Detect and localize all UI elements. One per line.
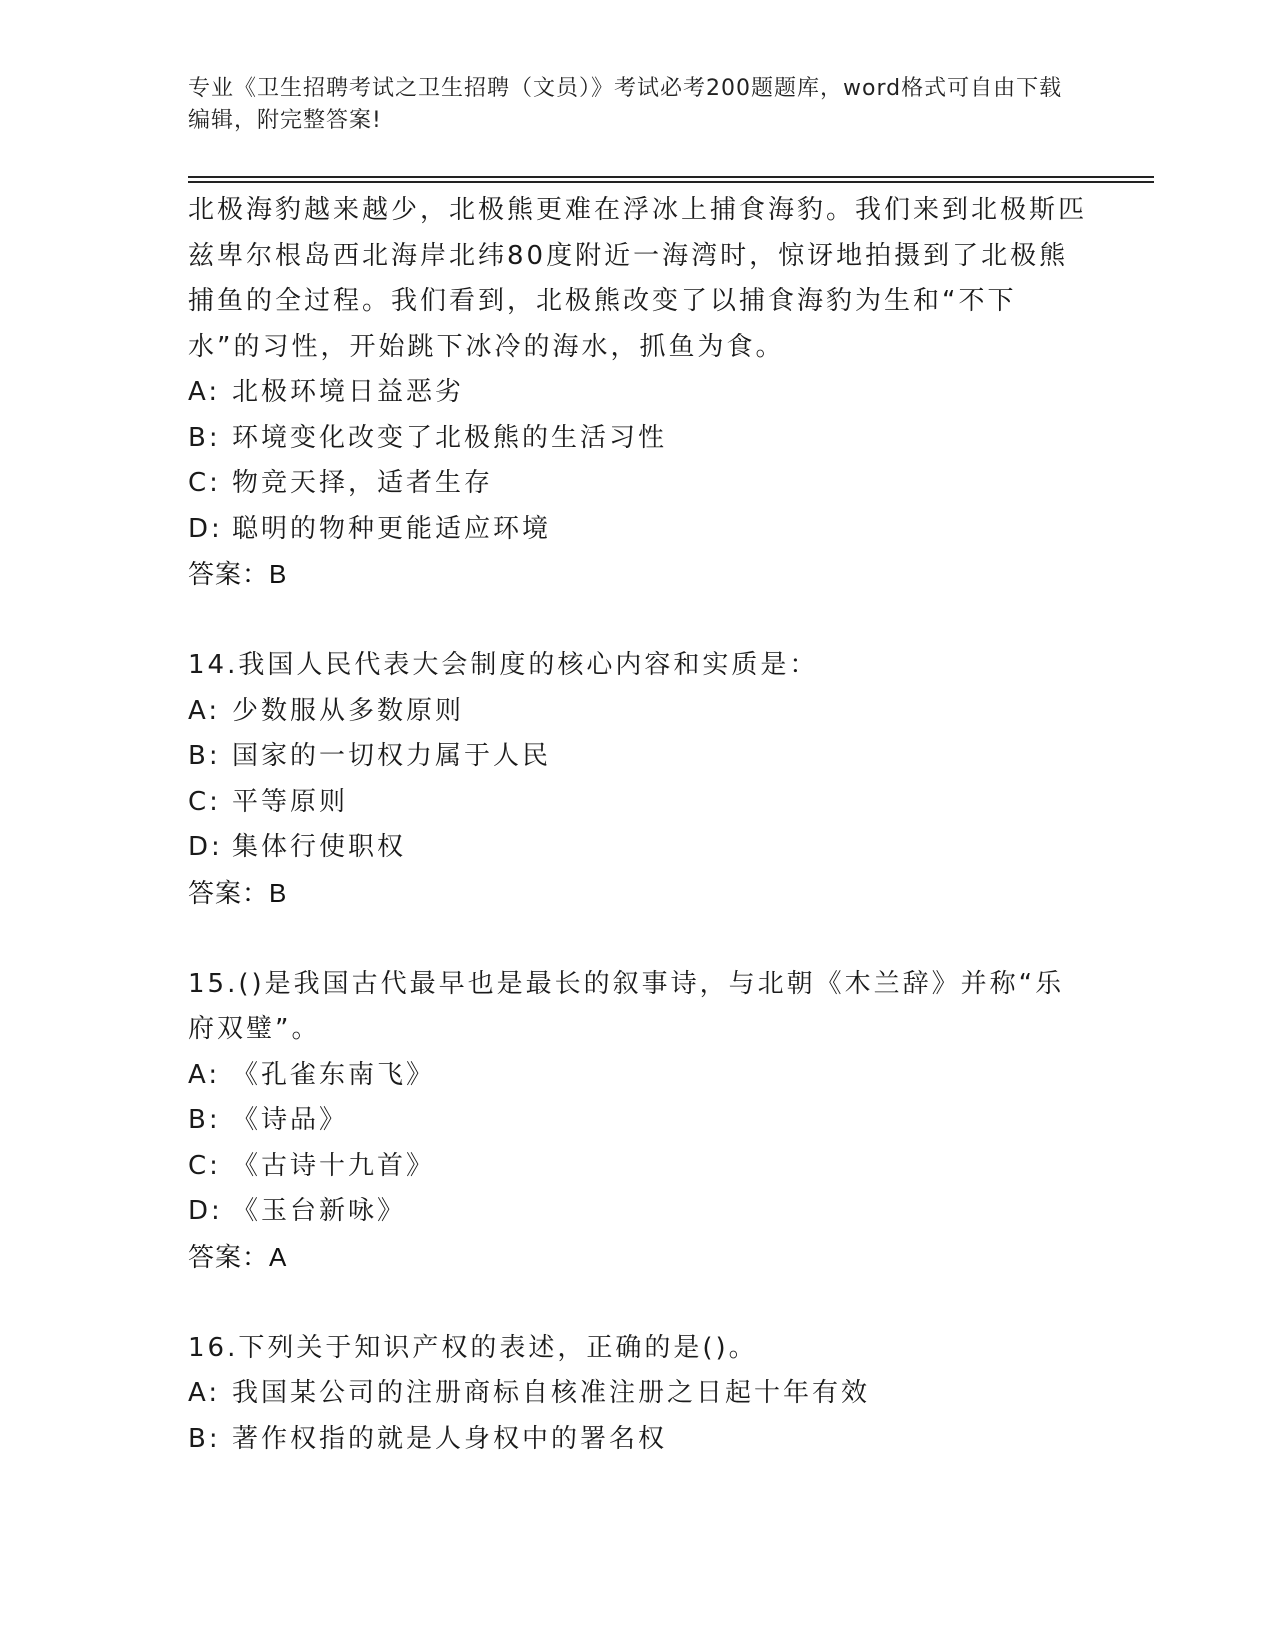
option-c	[188, 1144, 1088, 1190]
option-key: B:	[188, 741, 221, 771]
option-key: A:	[188, 1059, 221, 1090]
question-15	[188, 962, 1088, 1281]
question-stem: 14.我国人民代表大会制度的核心内容和实质是：	[188, 650, 819, 680]
question-13	[188, 188, 1088, 598]
question-14	[188, 643, 1088, 916]
question-stem: 北极海豹越来越少，北极熊更难在浮冰上捕食海豹。我们来到北极斯匹兹卑尔根岛西北海岸北纬80度附近一海湾时，惊讶地拍摄到了北极熊捕鱼的全过程。我们看到，北极熊改变了以捕食海豹为生和“不下水”的习性，开始跳下冰冷的海水，抓鱼为食。	[188, 195, 1088, 362]
option-a	[188, 689, 1088, 735]
option-key: A:	[188, 377, 221, 407]
option-text: 《诗品》	[232, 1105, 349, 1135]
option-text: 我国某公司的注册商标自核准注册之日起十年有效	[232, 1378, 871, 1408]
answer-line: 答案：B	[188, 559, 288, 589]
document-title: 专业《卫生招聘考试之卫生招聘（文员）》考试必考200题题库，word格式可自由下载编辑，附完整答案!	[188, 76, 1063, 133]
option-key: C:	[188, 1150, 221, 1181]
option-text: 环境变化改变了北极熊的生活习性	[232, 422, 668, 453]
option-text: 《孔雀东南飞》	[232, 1059, 436, 1090]
option-text: 集体行使职权	[232, 832, 407, 862]
option-key: D:	[188, 513, 223, 544]
option-b	[188, 734, 1088, 780]
question-16	[188, 1326, 1088, 1463]
option-c	[188, 461, 1088, 507]
option-text: 平等原则	[232, 786, 349, 817]
option-text: 物竞天择，适者生存	[232, 468, 494, 498]
option-a	[188, 1053, 1088, 1099]
option-b	[188, 1417, 1088, 1463]
question-stem: 15.()是我国古代最早也是最长的叙事诗，与北朝《木兰辞》并称“乐府双璧”。	[188, 968, 1065, 1044]
option-key: B:	[188, 422, 221, 453]
option-a	[188, 1371, 1088, 1417]
option-key: C:	[188, 786, 221, 817]
option-d	[188, 825, 1088, 871]
option-text: 北极环境日益恶劣	[232, 377, 465, 407]
option-text: 少数服从多数原则	[232, 695, 465, 726]
option-text: 《古诗十九首》	[232, 1150, 436, 1181]
option-key: C:	[188, 468, 221, 498]
option-key: A:	[188, 695, 221, 726]
answer-line: 答案：A	[188, 1241, 288, 1272]
spacer	[188, 916, 1088, 962]
option-a	[188, 370, 1088, 416]
option-text: 国家的一切权力属于人民	[232, 741, 552, 771]
option-c	[188, 780, 1088, 826]
header-divider-bottom	[188, 181, 1154, 183]
spacer	[188, 598, 1088, 644]
option-key: D:	[188, 832, 223, 862]
option-b	[188, 1098, 1088, 1144]
option-key: B:	[188, 1105, 221, 1135]
option-d	[188, 1189, 1088, 1235]
spacer	[188, 1280, 1088, 1326]
option-key: A:	[188, 1378, 221, 1408]
answer-line: 答案：B	[188, 877, 288, 908]
question-list	[188, 188, 1088, 1462]
option-key: D:	[188, 1196, 223, 1226]
option-key: B:	[188, 1423, 221, 1454]
question-stem: 16.下列关于知识产权的表述，正确的是()。	[188, 1332, 758, 1363]
option-b	[188, 416, 1088, 462]
option-text: 聪明的物种更能适应环境	[232, 513, 552, 544]
header-divider-top	[188, 176, 1154, 178]
option-text: 《玉台新咏》	[232, 1196, 407, 1226]
option-d	[188, 507, 1088, 553]
option-text: 著作权指的就是人身权中的署名权	[232, 1423, 668, 1454]
